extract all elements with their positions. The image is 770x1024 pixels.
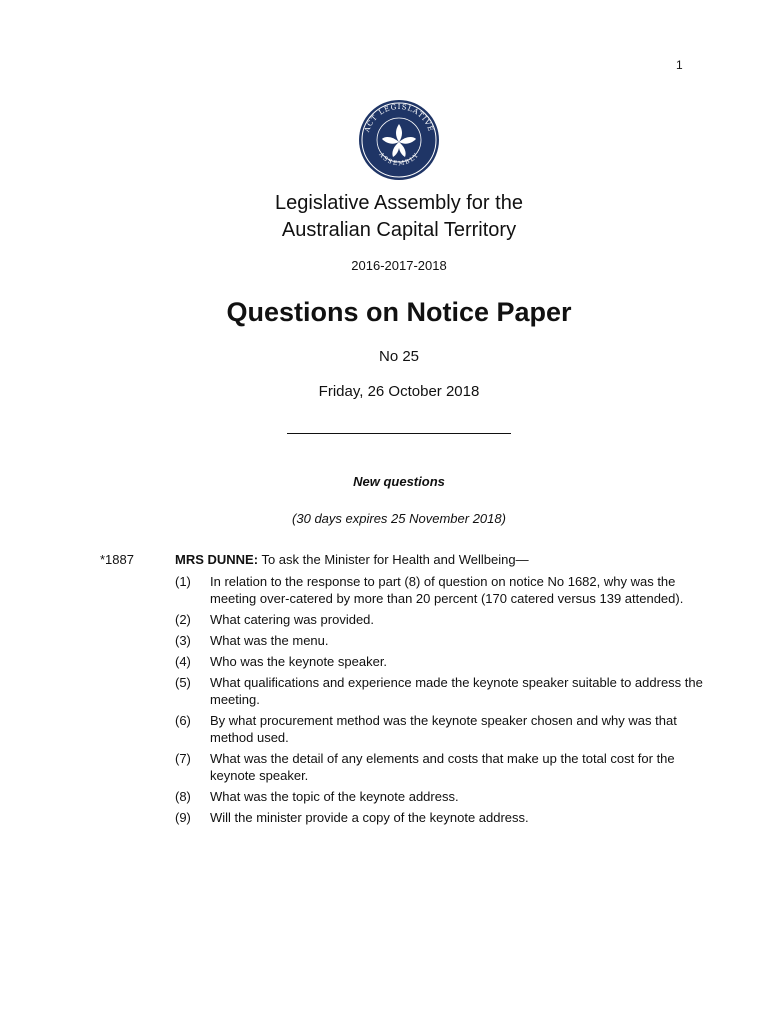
paper-date: Friday, 26 October 2018 xyxy=(318,383,480,400)
question-number: *1887 xyxy=(100,552,134,567)
question-part xyxy=(175,788,705,805)
assembly-name-line-2: Australian Capital Territory xyxy=(281,219,517,241)
question-part xyxy=(175,750,705,784)
seal-text-bottom: ASSEMBLY xyxy=(377,151,421,168)
question-parts xyxy=(175,573,705,830)
question-part-number: (1) xyxy=(175,574,191,589)
assembly-name xyxy=(0,190,770,244)
question-part-text: What was the menu. xyxy=(210,633,329,648)
question-part-number: (3) xyxy=(175,633,191,648)
question-part xyxy=(175,712,705,746)
question-part xyxy=(175,573,705,607)
question-part-number: (8) xyxy=(175,789,191,804)
question-part-number: (2) xyxy=(175,612,191,627)
question-intro xyxy=(175,551,529,568)
question-part-text: Will the minister provide a copy of the keynote address. xyxy=(210,810,529,825)
question-part-text: What qualifications and experience made the keynote speaker suitable to address the meeting. xyxy=(210,675,703,707)
question-part-text: By what procurement method was the keynote speaker chosen and why was that method used. xyxy=(210,713,677,745)
question-part xyxy=(175,674,705,708)
seal-text-top: ACT LEGISLATIVE xyxy=(363,102,435,134)
question-part-number: (7) xyxy=(175,751,191,766)
section-heading: New questions xyxy=(353,474,445,489)
question-part-number: (4) xyxy=(175,654,191,669)
question-part-text: What catering was provided. xyxy=(210,612,375,627)
assembly-name-line-1: Legislative Assembly for the xyxy=(275,192,523,214)
question-part xyxy=(175,632,705,649)
expiry-note: (30 days expires 25 November 2018) xyxy=(292,511,506,526)
page-number: 1 xyxy=(676,58,683,72)
question-part-number: (6) xyxy=(175,713,191,728)
question-part-text: What was the topic of the keynote address. xyxy=(210,789,459,804)
question-part-text: Who was the keynote speaker. xyxy=(210,654,388,669)
question-part-number: (9) xyxy=(175,810,191,825)
question-part xyxy=(175,809,705,826)
paper-number: No 25 xyxy=(378,348,420,365)
question-part xyxy=(175,653,705,670)
question-part-number: (5) xyxy=(175,675,191,690)
divider xyxy=(287,433,511,434)
question-part-text: In relation to the response to part (8) of question on notice No 1682, why was the meeting over-catered by more than 20 percent (170 catered versus 139 attended). xyxy=(210,574,684,606)
session-years: 2016-2017-2018 xyxy=(351,258,447,273)
question-part-text: What was the detail of any elements and costs that make up the total cost for the keynote speaker. xyxy=(210,751,675,783)
page-title: Questions on Notice Paper xyxy=(226,297,572,327)
question-member: MRS DUNNE: xyxy=(175,552,259,567)
question-part xyxy=(175,611,705,628)
assembly-seal-icon xyxy=(354,98,444,182)
question-intro-text: To ask the Minister for Health and Wellbeing— xyxy=(261,552,529,567)
